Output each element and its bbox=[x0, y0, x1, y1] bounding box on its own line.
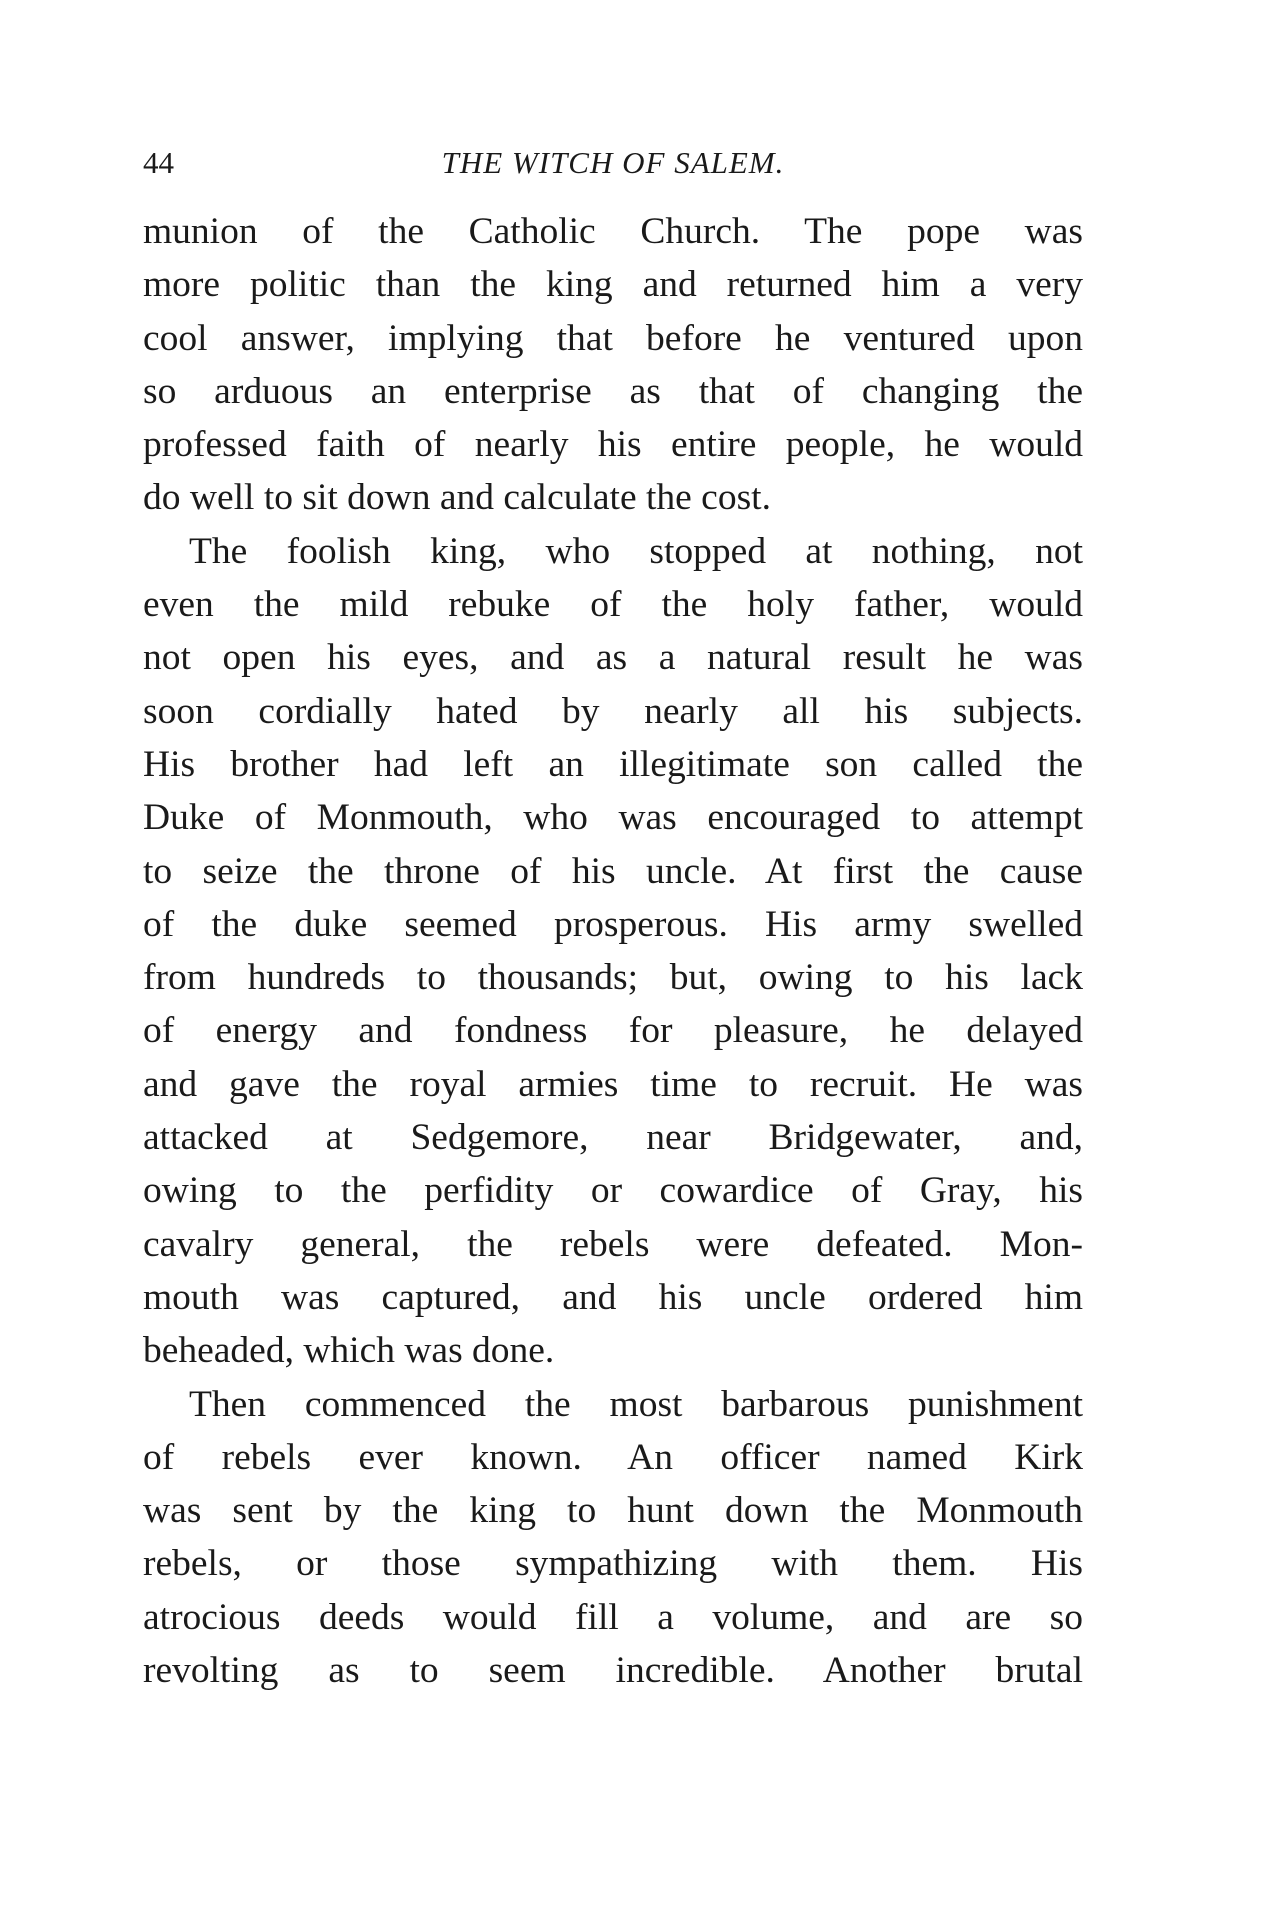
text-line: was sent by the king to hunt down the Monmouth bbox=[143, 1490, 1083, 1532]
text-line: more politic than the king and returned him a very bbox=[143, 264, 1083, 306]
text-line: attacked at Sedgemore, near Bridgewater, and, bbox=[143, 1117, 1083, 1159]
text-line: cool answer, implying that before he ventured upon bbox=[143, 317, 1083, 359]
text-line: so arduous an enterprise as that of changing the bbox=[143, 370, 1083, 412]
body-text bbox=[143, 205, 1083, 1697]
page-number: 44 bbox=[143, 145, 174, 180]
text-line: owing to the perfidity or cowardice of Gray, his bbox=[143, 1170, 1083, 1212]
text-line: professed faith of nearly his entire people, he would bbox=[143, 424, 1083, 466]
text-line: The foolish king, who stopped at nothing, not bbox=[189, 530, 1083, 572]
text-line: of the duke seemed prosperous. His army swelled bbox=[143, 903, 1083, 945]
text-line: atrocious deeds would fill a volume, and are so bbox=[143, 1596, 1083, 1638]
text-line: His brother had left an illegitimate son called the bbox=[143, 743, 1083, 785]
running-header bbox=[143, 145, 1083, 185]
text-line: soon cordially hated by nearly all his subjects. bbox=[143, 690, 1083, 732]
text-line: even the mild rebuke of the holy father, would bbox=[143, 584, 1083, 626]
text-line: cavalry general, the rebels were defeated. Mon- bbox=[143, 1223, 1083, 1265]
text-line: of rebels ever known. An officer named Kirk bbox=[143, 1436, 1083, 1478]
text-line: rebels, or those sympathizing with them. His bbox=[143, 1543, 1083, 1585]
text-line: and gave the royal armies time to recruit. He was bbox=[143, 1063, 1083, 1105]
text-line: do well to sit down and calculate the cost. bbox=[143, 477, 771, 519]
text-line: munion of the Catholic Church. The pope was bbox=[143, 211, 1083, 252]
text-line: of energy and fondness for pleasure, he delayed bbox=[143, 1010, 1083, 1052]
text-line: revolting as to seem incredible. Another brutal bbox=[143, 1650, 1083, 1692]
text-line: Then commenced the most barbarous punishment bbox=[189, 1383, 1083, 1425]
text-line: Duke of Monmouth, who was encouraged to attempt bbox=[143, 797, 1083, 839]
running-title: THE WITCH OF SALEM. bbox=[441, 145, 785, 180]
text-line: to seize the throne of his uncle. At first the cause bbox=[143, 850, 1083, 892]
text-line: mouth was captured, and his uncle ordered him bbox=[143, 1276, 1083, 1318]
text-line: from hundreds to thousands; but, owing to his lack bbox=[143, 957, 1083, 999]
text-line: not open his eyes, and as a natural result he was bbox=[143, 637, 1083, 679]
text-line: beheaded, which was done. bbox=[143, 1330, 555, 1372]
